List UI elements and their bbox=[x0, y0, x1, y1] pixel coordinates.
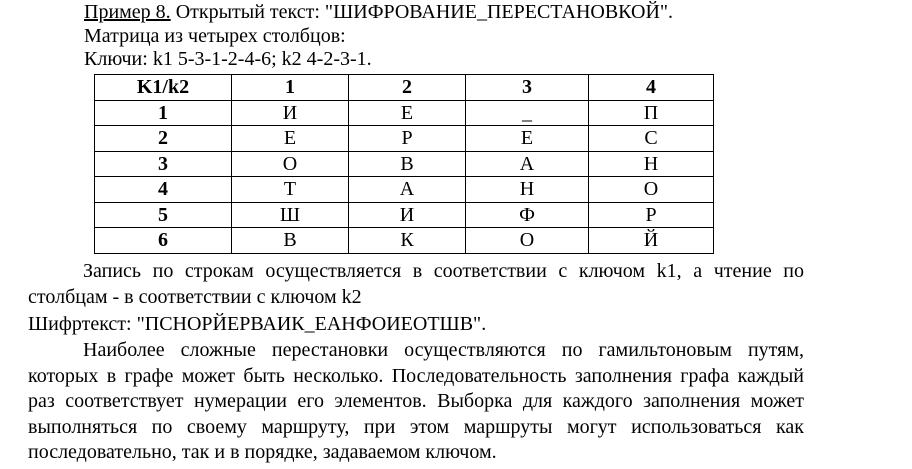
table-cell: _ bbox=[466, 100, 589, 126]
example-label: Пример 8. bbox=[84, 1, 171, 23]
table-row bbox=[95, 228, 714, 254]
table-cell: Ф bbox=[466, 202, 589, 228]
table-cell: А bbox=[466, 151, 589, 177]
table-cell: Й bbox=[589, 228, 714, 254]
paragraph-hamiltonian-paths: Наиболее сложные перестановки осуществляются по гамильтоновым путям, которых в графе может быть несколько. Последовательность заполнения графа каждый раз соответствует нумерации его элементов. Выборка для каждого заполнения может выполняться по своему маршруту, при этом маршруты могут использоваться как последовательно, так и в порядке, задаваемом ключом. bbox=[28, 339, 804, 463]
row-key-cell: 4 bbox=[95, 177, 232, 203]
example-title bbox=[84, 1, 673, 23]
table-cell: И bbox=[232, 100, 349, 126]
table-cell: Н bbox=[589, 151, 714, 177]
table-cell: Ш bbox=[232, 202, 349, 228]
row-key-cell: 1 bbox=[95, 100, 232, 126]
table-cell: Е bbox=[232, 126, 349, 152]
table-row bbox=[95, 151, 714, 177]
table-row bbox=[95, 177, 714, 203]
table-cell: С bbox=[589, 126, 714, 152]
table-row bbox=[95, 100, 714, 126]
row-key-cell: 3 bbox=[95, 151, 232, 177]
table-cell: Е bbox=[466, 126, 589, 152]
header-cell: 1 bbox=[232, 75, 349, 101]
header-cell: 3 bbox=[466, 75, 589, 101]
table-row bbox=[95, 202, 714, 228]
table-cell: Р bbox=[349, 126, 466, 152]
table-cell: В bbox=[232, 228, 349, 254]
table-row bbox=[95, 126, 714, 152]
keys-line: Ключи: k1 5-3-1-2-4-6; k2 4-2-3-1. bbox=[84, 48, 372, 70]
table-cell: О bbox=[466, 228, 589, 254]
table-cell: В bbox=[349, 151, 466, 177]
header-cell: 4 bbox=[589, 75, 714, 101]
ciphertext-line: Шифртекст: "ПСНОРЙЕРВАИК_ЕАНФОИЕОТШВ". bbox=[28, 313, 487, 335]
permutation-matrix bbox=[94, 74, 714, 254]
table-cell: Р bbox=[589, 202, 714, 228]
row-key-cell: 2 bbox=[95, 126, 232, 152]
table-cell: А bbox=[349, 177, 466, 203]
row-key-cell: 5 bbox=[95, 202, 232, 228]
table-cell: О bbox=[589, 177, 714, 203]
paragraph-key-explanation: Запись по строкам осуществляется в соответствии с ключом k1, а чтение по столбцам - в соответствии с ключом k2 bbox=[28, 260, 804, 308]
table-cell: К bbox=[349, 228, 466, 254]
header-cell: K1/k2 bbox=[95, 75, 232, 101]
table-cell: Н bbox=[466, 177, 589, 203]
header-cell: 2 bbox=[349, 75, 466, 101]
table-header-row bbox=[95, 75, 714, 101]
plaintext-line: Открытый текст: "ШИФРОВАНИЕ_ПЕРЕСТАНОВКОЙ". bbox=[170, 1, 674, 23]
table-cell: Е bbox=[349, 100, 466, 126]
table-cell: Т bbox=[232, 177, 349, 203]
table-cell: П bbox=[589, 100, 714, 126]
table-cell: И bbox=[349, 202, 466, 228]
row-key-cell: 6 bbox=[95, 228, 232, 254]
table-cell: О bbox=[232, 151, 349, 177]
matrix-caption: Матрица из четырех столбцов: bbox=[84, 25, 346, 47]
